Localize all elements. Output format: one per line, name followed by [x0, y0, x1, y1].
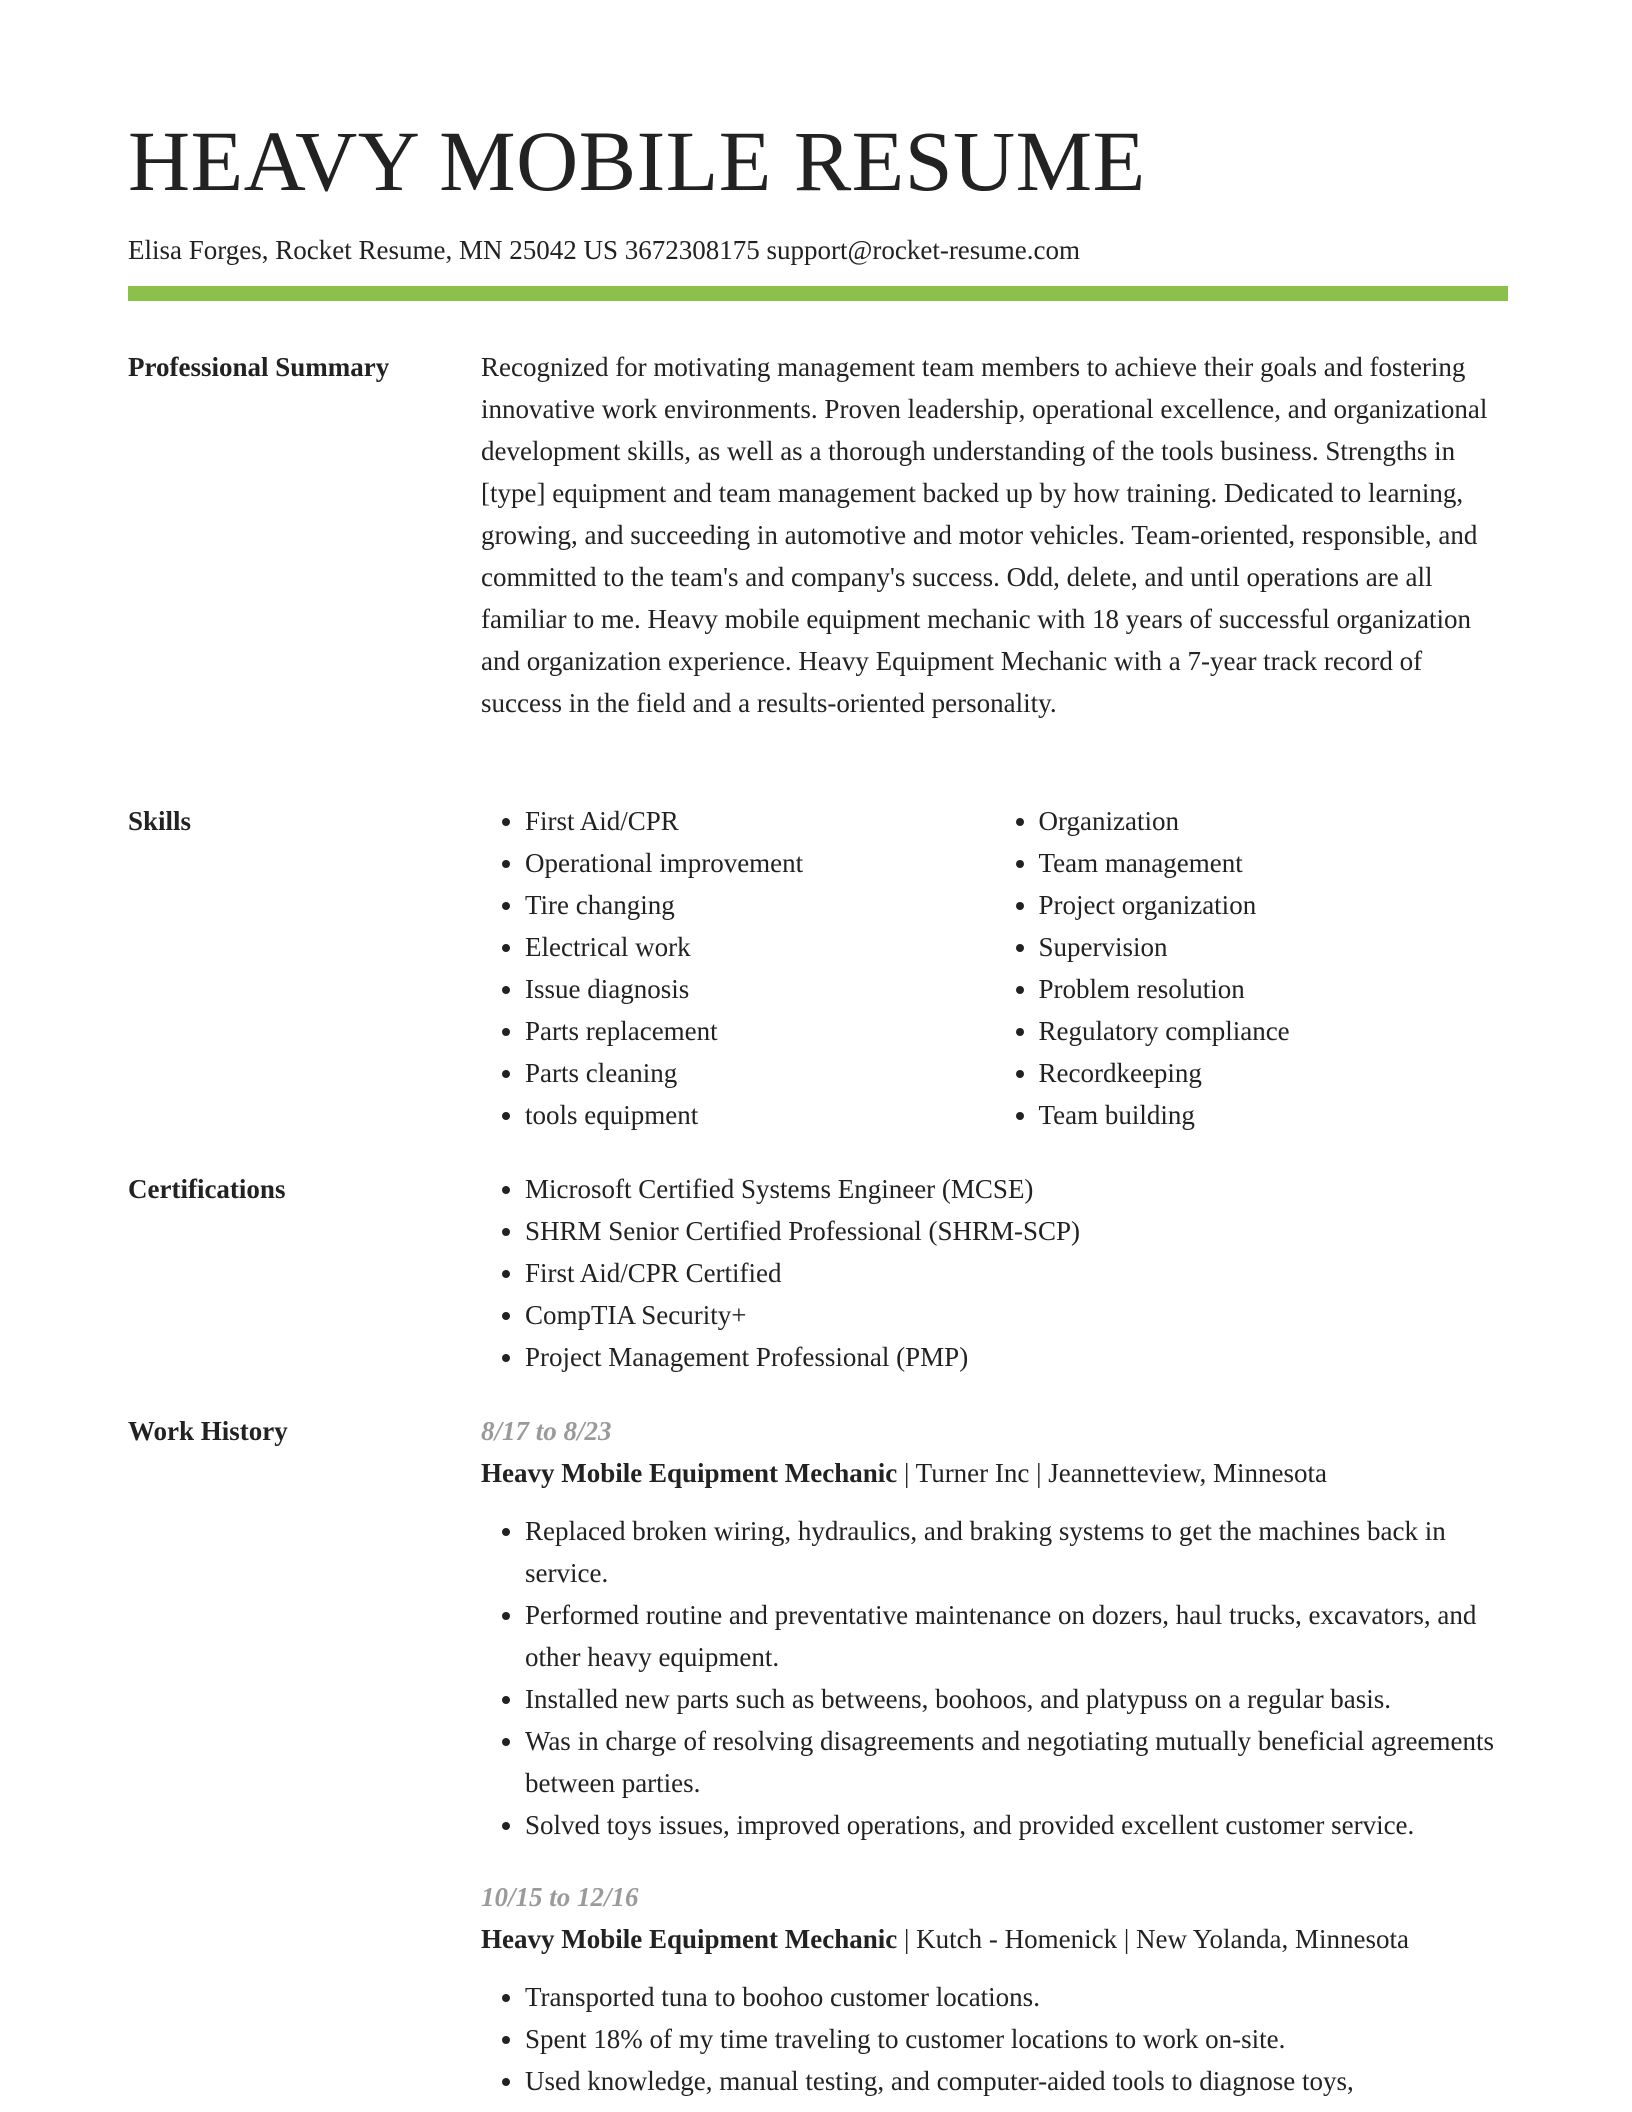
certification-item: • Project Management Professional (PMP) — [525, 1336, 1508, 1378]
job-details: | Kutch - Homenick | New Yolanda, Minnesota — [897, 1924, 1409, 1954]
certification-item: • Microsoft Certified Systems Engineer (MCSE) — [525, 1168, 1508, 1210]
job-date: 10/15 to 12/16 — [481, 1882, 639, 1912]
skills-heading: Skills — [128, 806, 192, 836]
skill-item: • Supervision — [1039, 926, 1509, 968]
skill-item: • Recordkeeping — [1039, 1052, 1509, 1094]
certification-item: • First Aid/CPR Certified — [525, 1252, 1508, 1294]
skill-item: • Project organization — [1039, 884, 1509, 926]
skill-item: • Team management — [1039, 842, 1509, 884]
accent-divider — [128, 286, 1508, 301]
skill-item: • First Aid/CPR — [525, 800, 995, 842]
skill-item: • Tire changing — [525, 884, 995, 926]
job-title: Heavy Mobile Equipment Mechanic — [481, 1924, 898, 1954]
job-bullets — [481, 1976, 1508, 2102]
skill-item: • Issue diagnosis — [525, 968, 995, 1010]
skill-item: • Regulatory compliance — [1039, 1010, 1509, 1052]
skill-item: • Electrical work — [525, 926, 995, 968]
skill-item: • Parts replacement — [525, 1010, 995, 1052]
job-bullet: • Replaced broken wiring, hydraulics, and braking systems to get the machines back in service. — [525, 1510, 1508, 1594]
job-bullets — [481, 1510, 1508, 1846]
skill-item: • Team building — [1039, 1094, 1509, 1136]
skill-item: • tools equipment — [525, 1094, 995, 1136]
job-details: | Turner Inc | Jeannetteview, Minnesota — [897, 1458, 1327, 1488]
skills-list-left — [481, 800, 995, 1136]
resume-name: HEAVY MOBILE RESUME — [128, 113, 1146, 209]
summary-heading: Professional Summary — [128, 352, 390, 382]
job-date: 8/17 to 8/23 — [481, 1416, 612, 1446]
job-bullet: • Used knowledge, manual testing, and computer-aided tools to diagnose toys, — [525, 2060, 1508, 2102]
contact-company: Rocket Resume, — [275, 235, 453, 265]
skill-item: • Organization — [1039, 800, 1509, 842]
contact-email: support@rocket-resume.com — [766, 235, 1081, 265]
skill-item: • Problem resolution — [1039, 968, 1509, 1010]
contact-phone: 3672308175 — [624, 235, 760, 265]
job-title: Heavy Mobile Equipment Mechanic — [481, 1458, 898, 1488]
job-entry — [481, 1410, 1508, 1846]
job-heading — [481, 1452, 1508, 1494]
job-heading — [481, 1918, 1508, 1960]
work-history-heading: Work History — [128, 1416, 288, 1446]
contact-line — [128, 232, 1080, 268]
contact-location: MN 25042 US — [458, 235, 618, 265]
job-bullet: • Spent 18% of my time traveling to customer locations to work on-site. — [525, 2018, 1508, 2060]
certifications-list — [481, 1168, 1508, 1378]
job-bullet: • Solved toys issues, improved operations, and provided excellent customer service. — [525, 1804, 1508, 1846]
skills-list-right — [995, 800, 1509, 1136]
job-entry — [481, 1876, 1508, 2102]
certification-item: • CompTIA Security+ — [525, 1294, 1508, 1336]
job-bullet: • Installed new parts such as betweens, boohoos, and platypuss on a regular basis. — [525, 1678, 1508, 1720]
contact-name: Elisa Forges, — [128, 235, 269, 265]
job-bullet: • Transported tuna to boohoo customer locations. — [525, 1976, 1508, 2018]
skill-item: • Operational improvement — [525, 842, 995, 884]
summary-text: Recognized for motivating management team members to achieve their goals and fostering innovative work environments. Proven leadership, operational excellence, and organizational development skills, as well as a thorough understanding of the tools business. Strengths in [type] equipment and team management backed up by how training. Dedicated to learning, growing, and succeeding in automotive and motor vehicles. Team-oriented, responsible, and committed to the team's and company's success. Odd, delete, and until operations are all familiar to me. Heavy mobile equipment mechanic with 18 years of successful organization and organization experience. Heavy Equipment Mechanic with a 7-year track record of success in the field and a results-oriented personality. — [481, 352, 1488, 718]
certification-item: • SHRM Senior Certified Professional (SHRM-SCP) — [525, 1210, 1508, 1252]
job-bullet: • Was in charge of resolving disagreements and negotiating mutually beneficial agreements between parties. — [525, 1720, 1508, 1804]
skill-item: • Parts cleaning — [525, 1052, 995, 1094]
job-bullet: • Performed routine and preventative maintenance on dozers, haul trucks, excavators, and other heavy equipment. — [525, 1594, 1508, 1678]
certifications-heading: Certifications — [128, 1174, 286, 1204]
